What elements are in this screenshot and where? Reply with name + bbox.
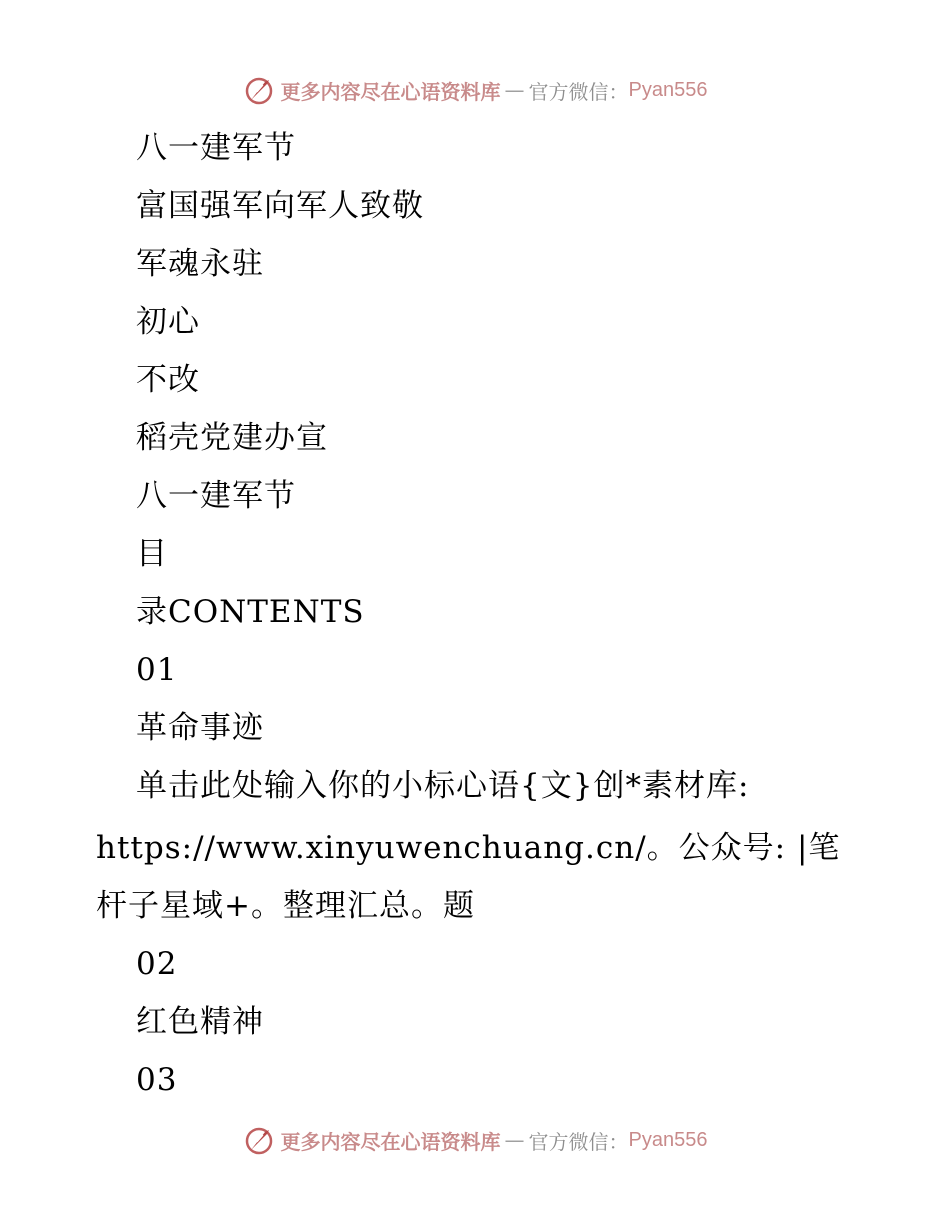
watermark-text bbox=[281, 1126, 708, 1155]
link-text-line: https://www.xinyuwenchuang.cn/。公众号: |笔 bbox=[96, 830, 841, 866]
feather-pen-icon bbox=[243, 74, 275, 106]
text-line: 01 bbox=[136, 652, 178, 688]
text-line: 军魂永驻 bbox=[136, 246, 264, 282]
watermark-separator: — bbox=[504, 78, 525, 102]
feather-pen-icon bbox=[243, 1124, 275, 1156]
text-line: 红色精神 bbox=[136, 1004, 264, 1040]
text-line: 八一建军节 bbox=[136, 478, 296, 514]
watermark-text bbox=[281, 76, 708, 105]
text-line: 不改 bbox=[136, 362, 200, 398]
watermark-main: 更多内容尽在心语资料库 bbox=[280, 1129, 501, 1154]
footer-watermark bbox=[0, 1120, 950, 1160]
watermark-wechat-label: 官方微信： bbox=[528, 79, 629, 104]
watermark-wechat-label: 官方微信： bbox=[528, 1129, 629, 1154]
header-watermark bbox=[0, 70, 950, 110]
text-line: 03 bbox=[136, 1062, 178, 1098]
text-line: 02 bbox=[136, 946, 178, 982]
text-line: 初心 bbox=[136, 304, 200, 340]
watermark-separator: — bbox=[504, 1128, 525, 1152]
text-line: 革命事迹 bbox=[136, 710, 264, 746]
watermark-main: 更多内容尽在心语资料库 bbox=[280, 79, 501, 104]
text-line: 富国强军向军人致敬 bbox=[136, 188, 424, 224]
watermark-wechat-id: Pyan556 bbox=[628, 1128, 708, 1151]
text-line: 录CONTENTS bbox=[136, 594, 365, 630]
text-line: 八一建军节 bbox=[136, 130, 296, 166]
text-line: 稻壳党建办宣 bbox=[136, 420, 328, 456]
text-line: 单击此处输入你的小标心语{文}创*素材库: bbox=[136, 768, 750, 804]
text-line: 杆子星域+。整理汇总。题 bbox=[96, 888, 475, 924]
watermark-wechat-id: Pyan556 bbox=[628, 78, 708, 101]
text-line: 目 bbox=[136, 536, 168, 572]
